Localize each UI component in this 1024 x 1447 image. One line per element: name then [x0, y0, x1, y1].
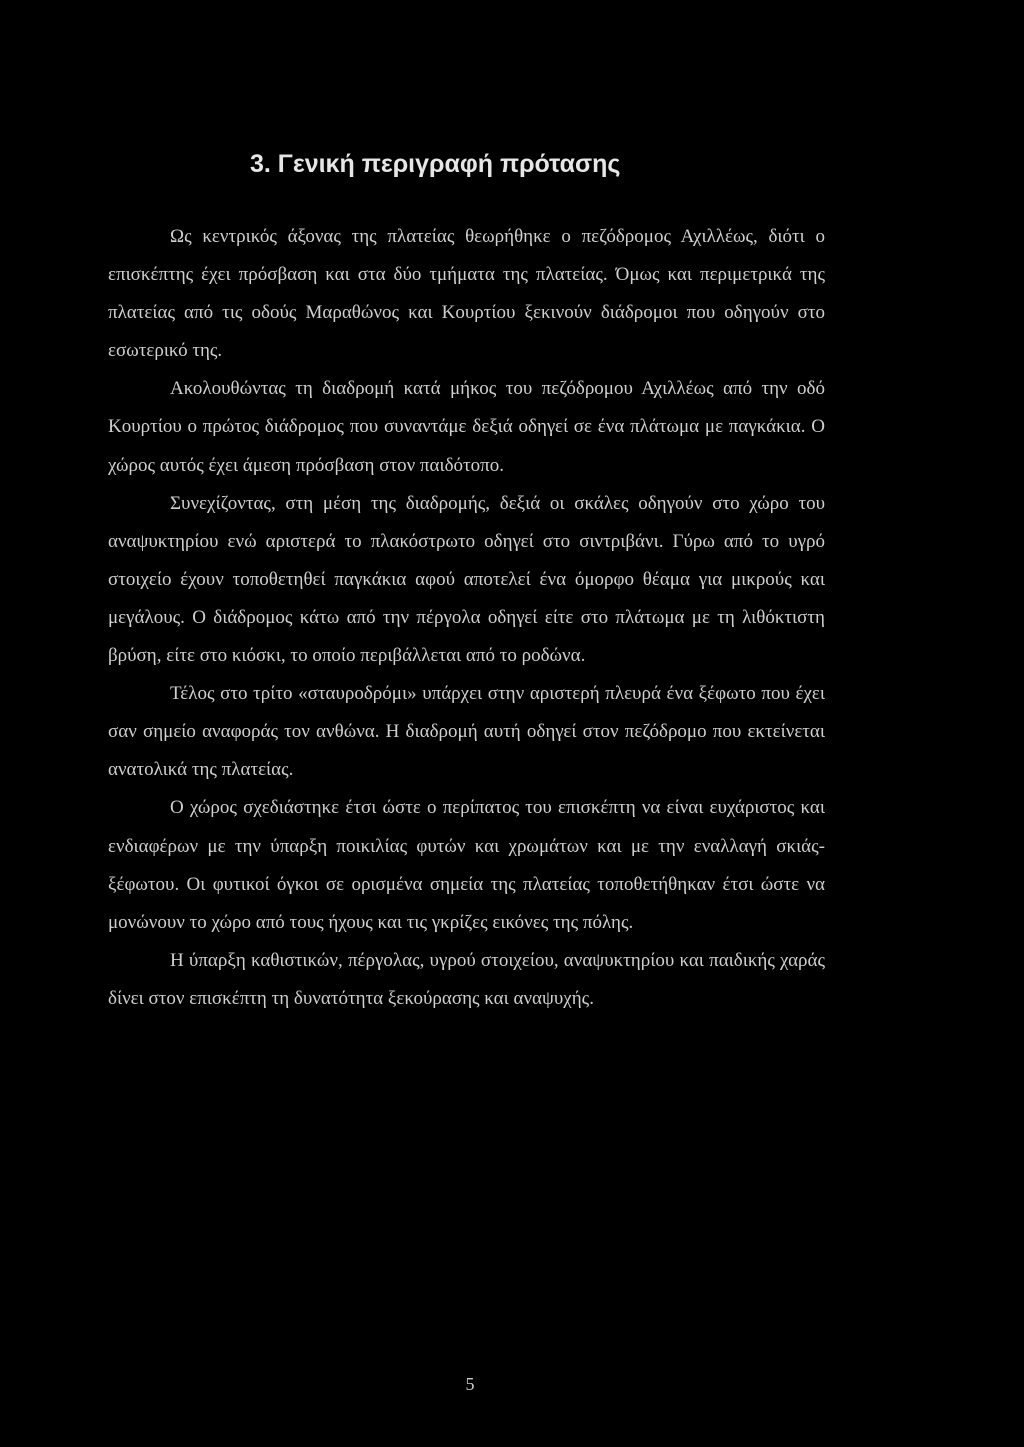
section-heading: 3. Γενική περιγραφή πρότασης [250, 150, 621, 178]
paragraph-design-intent: Ο χώρος σχεδιάστηκε έτσι ώστε ο περίπατος του επισκέπτη να είναι ευχάριστος και ενδιαφέρων με την ύπαρξη ποικιλίας φυτών και χρωμάτων και με την εναλλαγή σκιάς- ξέφωτου. Οι φυτικοί όγκοι σε ορισμένα σημεία της πλατείας τοποθετήθηκαν έτσι ώστε να μονώνουν το χώρο από τους ήχους και τις γκρίζες εικόνες της πόλης. [108, 797, 825, 933]
paragraph-middle-path: Συνεχίζοντας, στη μέση της διαδρομής, δεξιά οι σκάλες οδηγούν στο χώρο του αναψυκτηρίου ενώ αριστερά το πλακόστρωτο οδηγεί στο σιντριβάνι. Γύρω από το υγρό στοιχείο έχουν τοποθετηθεί παγκάκια αφού αποτελεί ένα όμορφο θέαμα για μικρούς και μεγάλους. Ο διάδρομος κάτω από την πέργολα οδηγεί είτε στο πλάτωμα με τη λιθόκτιστη βρύση, είτε στο κιόσκι, το οποίο περιβάλλεται από το ροδώνα. [108, 492, 825, 667]
paragraph-amenities: Η ύπαρξη καθιστικών, πέργολας, υγρού στοιχείου, αναψυκτηρίου και παιδικής χαράς δίνει στον επισκέπτη τη δυνατότητα ξεκούρασης και αναψυχής. [108, 949, 825, 1009]
paragraph-third-crossroad: Τέλος στο τρίτο «σταυροδρόμι» υπάρχει στην αριστερή πλευρά ένα ξέφωτο που έχει σαν σημείο αναφοράς τον ανθώνα. Η διαδρομή αυτή οδηγεί στον πεζόδρομο που εκτείνεται ανατολικά της πλατείας. [108, 683, 825, 781]
body-text [108, 218, 825, 1018]
page-number: 5 [465, 1374, 475, 1394]
paragraph-first-path: Ακολουθώντας τη διαδρομή κατά μήκος του πεζόδρομου Αχιλλέως από την οδό Κουρτίου ο πρώτος διάδρομος που συναντάμε δεξιά οδηγεί σε ένα πλάτωμα με παγκάκια. Ο χώρος αυτός έχει άμεση πρόσβαση στον παιδότοπο. [108, 378, 825, 476]
paragraph-central-axis: Ως κεντρικός άξονας της πλατείας θεωρήθηκε ο πεζόδρομος Αχιλλέως, διότι ο επισκέπτης έχει πρόσβαση και στα δύο τμήματα της πλατείας. Όμως και περιμετρικά της πλατείας από τις οδούς Μαραθώνος και Κουρτίου ξεκινούν διάδρομοι που οδηγούν στο εσωτερικό της. [108, 226, 825, 362]
